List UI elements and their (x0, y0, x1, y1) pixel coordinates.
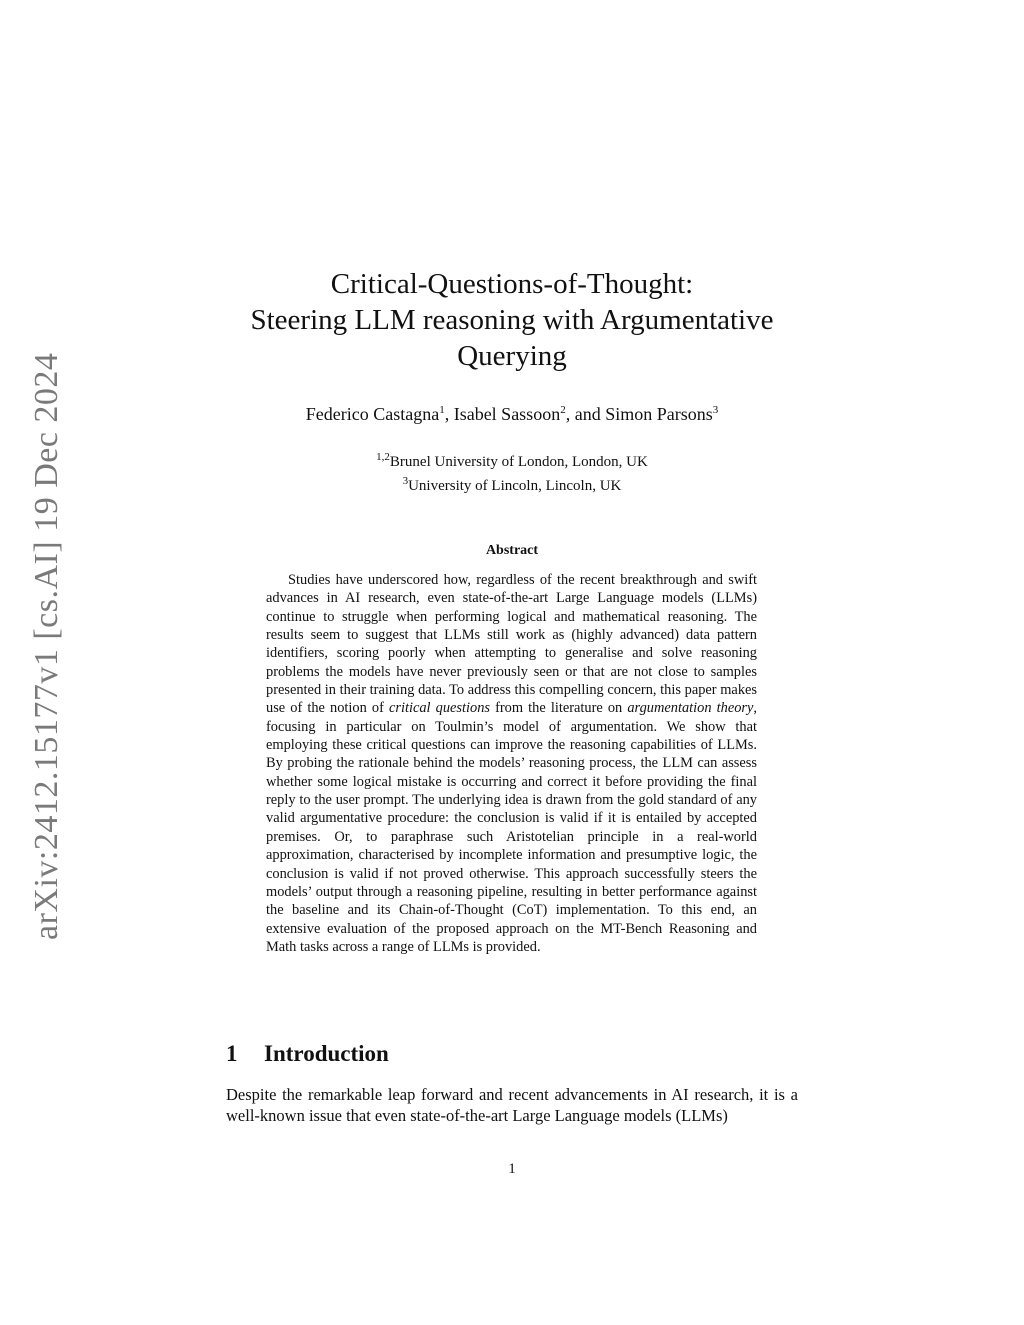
author-name: Federico Castagna (305, 404, 440, 424)
author-affiliation-mark: 2 (560, 404, 566, 416)
section-title: Introduction (264, 1041, 389, 1066)
affiliation-mark: 1,2 (376, 451, 390, 463)
introduction-paragraph: Despite the remarkable leap forward and recent advancements in AI research, it is a well-known issue that even state-of-the-art Large Language models (LLMs) (226, 1085, 798, 1125)
affiliation-list (200, 448, 824, 496)
author-list (200, 397, 824, 427)
section-number: 1 (226, 1041, 238, 1066)
author-affiliation-mark: 1 (439, 404, 445, 416)
affiliation-text: Brunel University of London, London, UK (389, 454, 648, 470)
author-separator: , and (565, 404, 606, 424)
affiliation-mark: 3 (402, 475, 409, 487)
arxiv-identifier: arXiv:2412.15177v1 [cs.AI] 19 Dec 2024 (28, 352, 65, 940)
author-name: Isabel Sassoon (453, 404, 561, 424)
abstract-heading: Abstract (485, 543, 539, 558)
author-name: Simon Parsons (605, 404, 713, 424)
abstract-text: Studies have underscored how, regardless of the recent breakthrough and swift advances in AI research, even state-of-the-art Large Language models (LLMs) continue to struggle when performing logical and mathematical reasoning. The results seem to suggest that LLMs still work as (highly advanced) data pattern identifiers, scoring poorly when attempting to generalise and solve reasoning problems the models have never previously seen or that are not close to samples presented in their training data. To address this compelling concern, this paper makes use of the notion of (266, 572, 757, 717)
page-number: 1 (508, 1161, 516, 1177)
title-line: Critical-Questions-of-Thought: (330, 268, 694, 300)
abstract-emphasis: critical questions (388, 700, 490, 717)
paper-title (200, 266, 824, 374)
affiliation (200, 472, 824, 496)
affiliation-text: University of Lincoln, Lincoln, UK (408, 478, 622, 494)
author-separator: , (444, 404, 454, 424)
affiliation (200, 448, 824, 472)
author-affiliation-mark: 3 (712, 404, 719, 416)
abstract-text: from the literature on (490, 700, 628, 717)
abstract-emphasis: argumentation theory (627, 700, 754, 717)
title-line: Steering LLM reasoning with Argumentative (250, 304, 774, 336)
abstract-body (266, 571, 757, 956)
abstract-text: , focusing in particular on Toulmin’s model of argumentation. We show that employing these critical questions can improve the reasoning capabilities of LLMs. By probing the rationale behind the models’ reasoning process, the LLM can assess whether some logical mistake is occurring and correct it before providing the final reply to the user prompt. The underlying idea is drawn from the gold standard of any valid argumentative procedure: the conclusion is valid if it is entailed by accepted premises. Or, to paraphrase such Aristotelian principle in a real-world approximation, characterised by incomplete information and presumptive logic, the conclusion is valid if not proved otherwise. This approach successfully steers the models’ output through a reasoning pipeline, resulting in better performance against the baseline and its Chain-of-Thought (CoT) implementation. To this end, an extensive evaluation of the proposed approach on the MT-Bench Reasoning and Math tasks across a range of LLMs is provided. (266, 700, 757, 955)
title-line: Querying (457, 340, 567, 372)
section-heading (226, 1039, 389, 1069)
